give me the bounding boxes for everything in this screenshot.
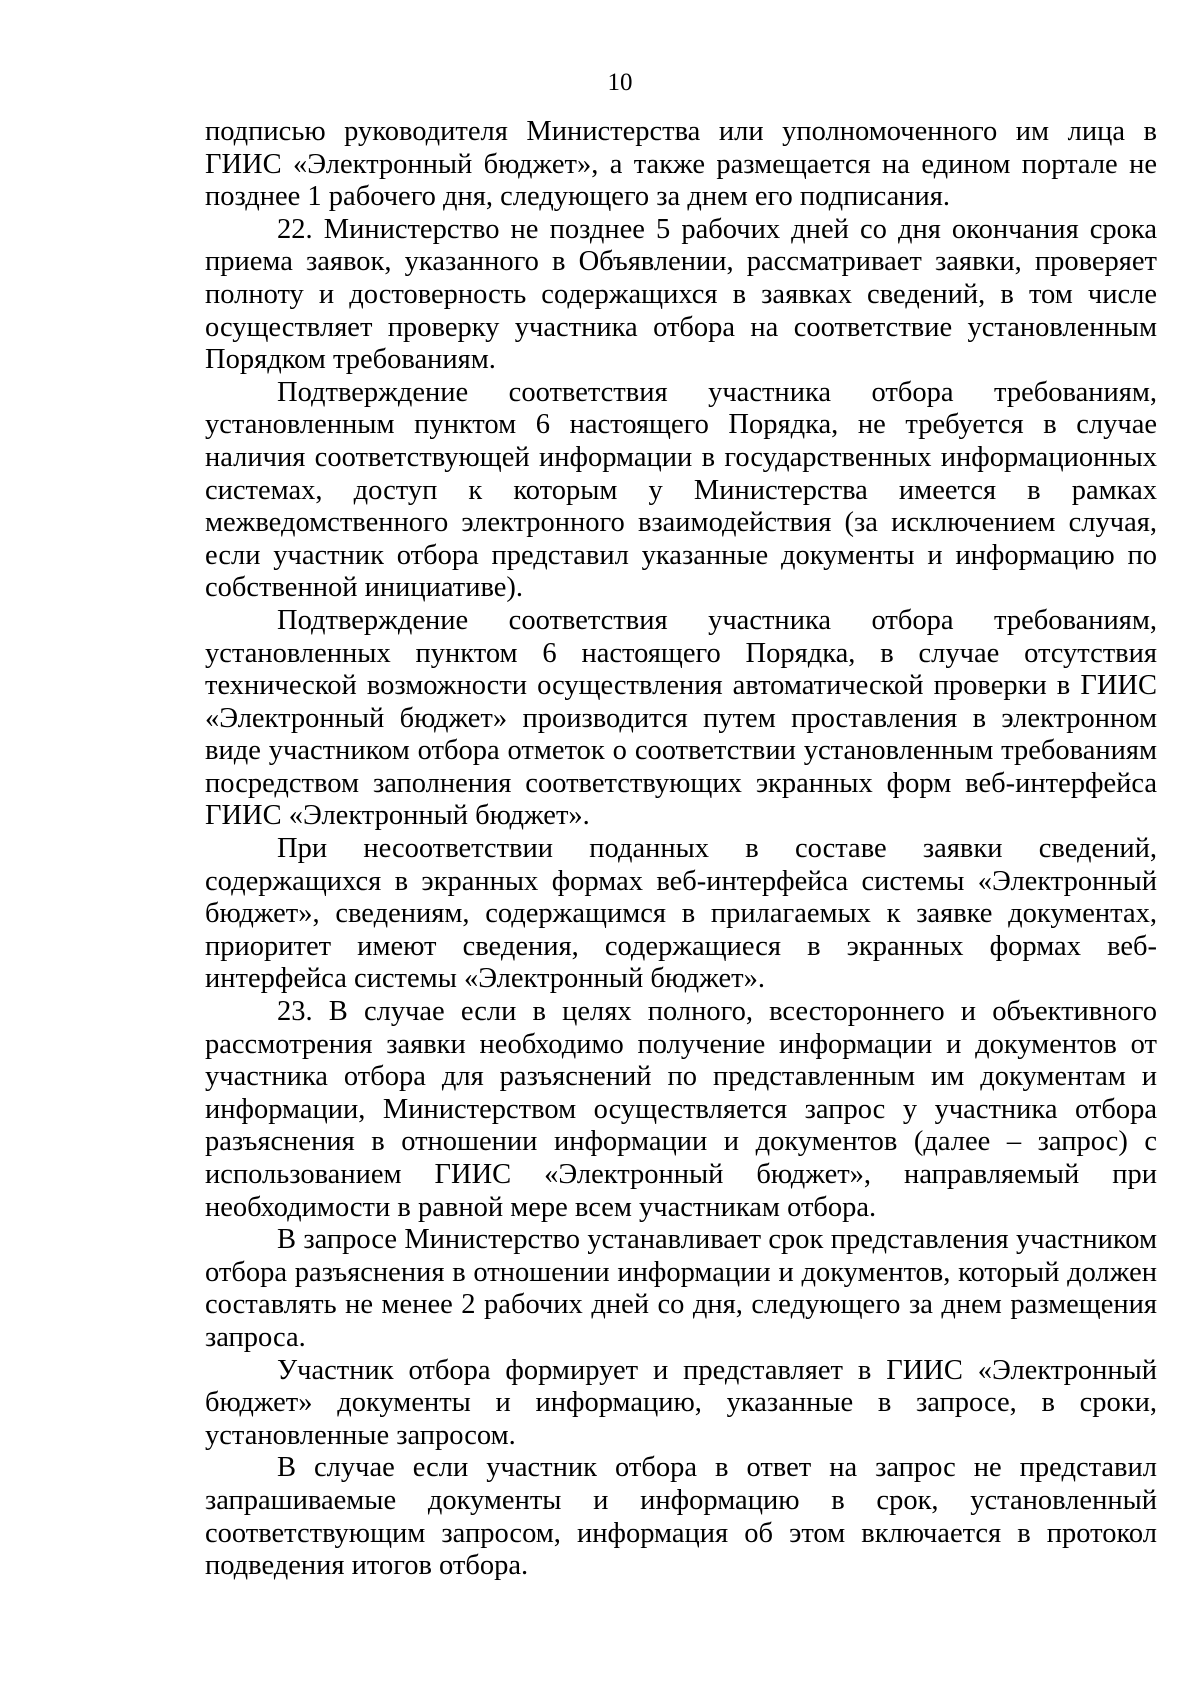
paragraph-item-23: 23. В случае если в целях полного, всестороннего и объективного рассмотрения заявки необходимо получение информации и документов от участника отбора для разъяснений по представленным им документам и информации, Министерством осуществляется запрос у участника отбора разъяснения в отношении информации и документов (далее – запрос) с использованием ГИИС «Электронный бюджет», направляемый при необходимости в равной мере всем участникам отбора. [205, 996, 1157, 1223]
paragraph-discrepancy-priority: При несоответствии поданных в составе заявки сведений, содержащихся в экранных формах веб-интерфейса системы «Электронный бюджет», сведениям, содержащимся в прилагаемых к заявке документах, приоритет имеют сведения, содержащиеся в экранных формах веб-интерфейса системы «Электронный бюджет». [205, 833, 1157, 995]
paragraph-request-deadline: В запросе Министерство устанавливает срок представления участником отбора разъяснения в отношении информации и документов, который должен составлять не менее 2 рабочих дней со дня, следующего за днем размещения запроса. [205, 1224, 1157, 1353]
document-body [205, 116, 1157, 1583]
paragraph-participant-response: Участник отбора формирует и представляет в ГИИС «Электронный бюджет» документы и информацию, указанные в запросе, в сроки, установленные запросом. [205, 1354, 1157, 1451]
paragraph-confirmation-web-interface: Подтверждение соответствия участника отбора требованиям, установленных пунктом 6 настоящего Порядка, в случае отсутствия технической возможности осуществления автоматической проверки в ГИИС «Электронный бюджет» производится путем проставления в электронном виде участником отбора отметок о соответствии установленным требованиям посредством заполнения соответствующих экранных форм веб-интерфейса ГИИС «Электронный бюджет». [205, 604, 1157, 832]
page-number: 10 [607, 69, 633, 96]
paragraph-confirmation-not-required: Подтверждение соответствия участника отбора требованиям, установленным пунктом 6 настоящего Порядка, не требуется в случае наличия соответствующей информации в государственных информационных системах, доступ к которым у Министерства имеется в рамках межведомственного электронного взаимодействия (за исключением случая, если участник отбора представил указанные документы и информацию по собственной инициативе). [205, 376, 1157, 604]
paragraph-item-22: 22. Министерство не позднее 5 рабочих дней со дня окончания срока приема заявок, указанного в Объявлении, рассматривает заявки, проверяет полноту и достоверность содержащихся в заявках сведений, в том числе осуществляет проверку участника отбора на соответствие установленным Порядком требованиям. [205, 213, 1157, 376]
paragraph-continuation: подписью руководителя Министерства или уполномоченного им лица в ГИИС «Электронный бюджет», а также размещается на едином портале не позднее 1 рабочего дня, следующего за днем его подписания. [205, 116, 1157, 213]
paragraph-no-response: В случае если участник отбора в ответ на запрос не представил запрашиваемые документы и информацию в срок, установленный соответствующим запросом, информация об этом включается в протокол подведения итогов отбора. [205, 1452, 1157, 1582]
